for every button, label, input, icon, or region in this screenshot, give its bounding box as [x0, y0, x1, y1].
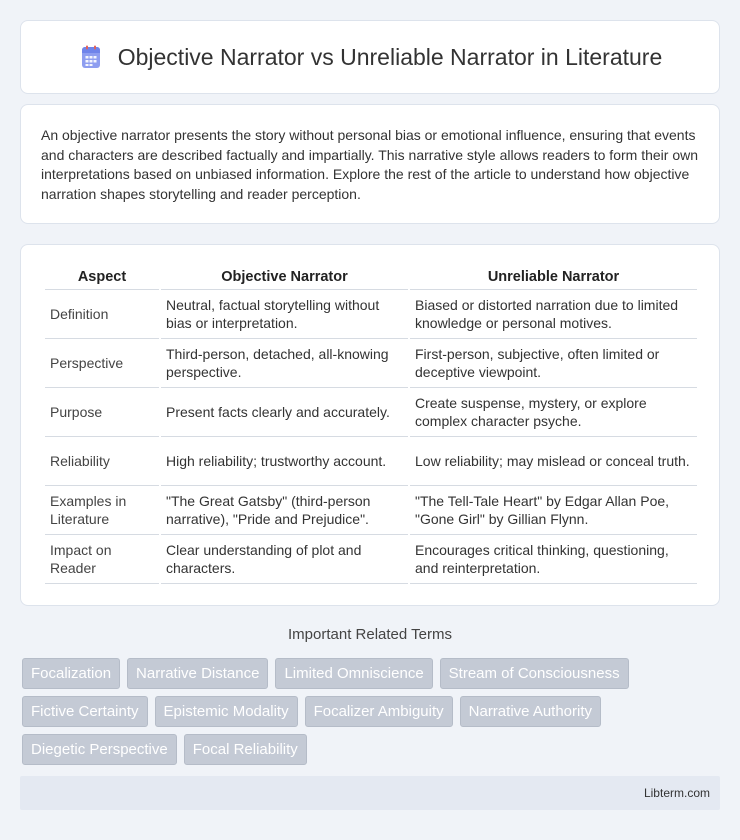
- document-icon: [78, 44, 104, 70]
- objective-cell: Present facts clearly and accurately.: [161, 388, 408, 437]
- aspect-cell: Definition: [45, 290, 159, 339]
- related-term-tag[interactable]: Fictive Certainty: [22, 696, 148, 727]
- comparison-table: [43, 263, 699, 584]
- unreliable-cell: Biased or distorted narration due to limited knowledge or personal motives.: [410, 290, 697, 339]
- related-term-tag[interactable]: Stream of Consciousness: [440, 658, 629, 689]
- related-term-tag[interactable]: Diegetic Perspective: [22, 734, 177, 765]
- footer: [20, 776, 720, 810]
- aspect-cell: Perspective: [45, 339, 159, 388]
- table-row: [45, 290, 697, 339]
- objective-cell: High reliability; trustworthy account.: [161, 437, 408, 486]
- related-term-tag[interactable]: Focal Reliability: [184, 734, 307, 765]
- unreliable-cell: Low reliability; may mislead or conceal truth.: [410, 437, 697, 486]
- aspect-cell: Examples in Literature: [45, 486, 159, 535]
- page-title: Objective Narrator vs Unreliable Narrator in Literature: [117, 43, 663, 70]
- related-term-tag[interactable]: Epistemic Modality: [155, 696, 298, 727]
- related-term-tag[interactable]: Focalization: [22, 658, 120, 689]
- table-row: [45, 339, 697, 388]
- unreliable-cell: First-person, subjective, often limited or deceptive viewpoint.: [410, 339, 697, 388]
- table-row: [45, 535, 697, 584]
- aspect-cell: Purpose: [45, 388, 159, 437]
- objective-cell: Clear understanding of plot and characters.: [161, 535, 408, 584]
- intro-card: [20, 104, 720, 224]
- intro-paragraph: An objective narrator presents the story without personal bias or emotional influence, ensuring that events and characters are described factually and impartially. This narrative style allows readers to form their own interpretations based on unbiased information. Explore the rest of the article to understand how objective narration shapes storytelling and reader perception.: [41, 127, 698, 202]
- aspect-cell: Reliability: [45, 437, 159, 486]
- related-term-tag[interactable]: Narrative Distance: [127, 658, 268, 689]
- aspect-cell: Impact on Reader: [45, 535, 159, 584]
- table-row: [45, 486, 697, 535]
- related-terms-tags: [22, 658, 722, 765]
- header-unreliable-narrator: Unreliable Narrator: [410, 263, 697, 290]
- header-objective-narrator: Objective Narrator: [161, 263, 408, 290]
- unreliable-cell: "The Tell-Tale Heart" by Edgar Allan Poe, "Gone Girl" by Gillian Flynn.: [410, 486, 697, 535]
- table-header-row: [45, 263, 697, 290]
- related-term-tag[interactable]: Focalizer Ambiguity: [305, 696, 453, 727]
- related-term-tag[interactable]: Narrative Authority: [460, 696, 601, 727]
- title-card: [20, 20, 720, 94]
- header-aspect: Aspect: [45, 263, 159, 290]
- table-row: [45, 437, 697, 486]
- unreliable-cell: Encourages critical thinking, questioning, and reinterpretation.: [410, 535, 697, 584]
- footer-site-link[interactable]: Libterm.com: [643, 786, 710, 800]
- objective-cell: Third-person, detached, all-knowing perspective.: [161, 339, 408, 388]
- unreliable-cell: Create suspense, mystery, or explore complex character psyche.: [410, 388, 697, 437]
- table-row: [45, 388, 697, 437]
- comparison-table-card: [20, 244, 720, 606]
- related-term-tag[interactable]: Limited Omniscience: [275, 658, 432, 689]
- objective-cell: "The Great Gatsby" (third-person narrative), "Pride and Prejudice".: [161, 486, 408, 535]
- related-terms-title: Important Related Terms: [288, 626, 452, 643]
- objective-cell: Neutral, factual storytelling without bias or interpretation.: [161, 290, 408, 339]
